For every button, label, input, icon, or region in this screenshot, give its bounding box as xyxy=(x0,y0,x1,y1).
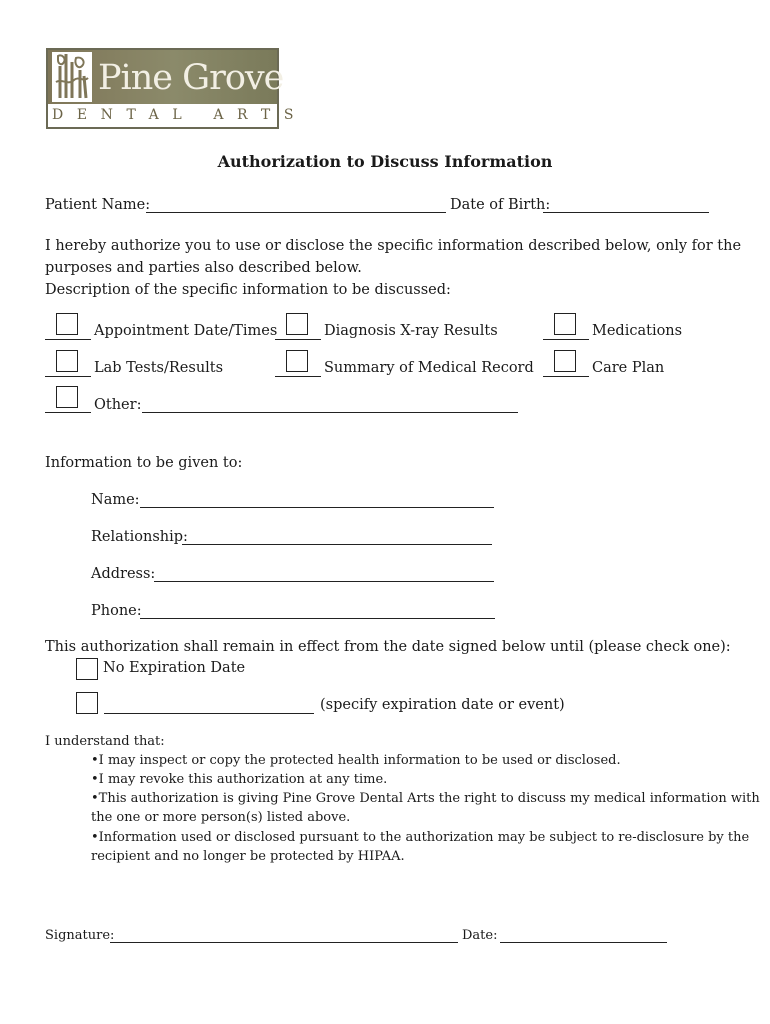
signature-date-field[interactable] xyxy=(500,942,667,943)
checkbox-appointment[interactable] xyxy=(56,313,78,335)
understand-bullet-4-cont: recipient and no longer be protected by HIPAA. xyxy=(91,849,405,864)
understand-bullet-3: • This authorization is giving Pine Grove Dental Arts the right to discuss my medical information with xyxy=(91,791,760,806)
expiration-intro: This authorization shall remain in effect from the date signed below until (please check one): xyxy=(45,639,731,655)
option-underline xyxy=(275,339,321,340)
patient-name-label: Patient Name: xyxy=(45,197,151,213)
option-label-other: Other: xyxy=(94,397,142,413)
signature-label: Signature: xyxy=(45,928,115,943)
relationship-field[interactable] xyxy=(182,544,492,545)
signature-date-label: Date: xyxy=(462,928,498,943)
recipient-name-field[interactable] xyxy=(140,507,494,508)
checkbox-summary[interactable] xyxy=(286,350,308,372)
checkbox-no-expiration[interactable] xyxy=(76,658,98,680)
other-field[interactable] xyxy=(142,412,518,413)
specify-expiration-label: (specify expiration date or event) xyxy=(320,697,565,713)
given-to-heading: Information to be given to: xyxy=(45,455,243,471)
checkbox-care-plan[interactable] xyxy=(554,350,576,372)
option-label-summary: Summary of Medical Record xyxy=(324,360,534,376)
checkbox-diagnosis[interactable] xyxy=(286,313,308,335)
option-label-appointment: Appointment Date/Times xyxy=(94,323,278,339)
date-of-birth-label: Date of Birth: xyxy=(450,197,551,213)
understand-heading: I understand that: xyxy=(45,734,165,749)
understand-bullet-3-cont: the one or more person(s) listed above. xyxy=(91,810,351,825)
address-label: Address: xyxy=(91,566,156,582)
understand-bullet-2: • I may revoke this authorization at any time. xyxy=(91,772,387,787)
intro-line-3: Description of the specific information to be discussed: xyxy=(45,282,451,298)
checkbox-medications[interactable] xyxy=(554,313,576,335)
tree-icon xyxy=(52,52,92,102)
option-label-medications: Medications xyxy=(592,323,683,339)
checkbox-other[interactable] xyxy=(56,386,78,408)
date-of-birth-field[interactable] xyxy=(543,212,709,213)
intro-line-1: I hereby authorize you to use or disclose the specific information described below, only for the xyxy=(45,238,742,254)
relationship-label: Relationship: xyxy=(91,529,188,545)
option-label-diagnosis: Diagnosis X-ray Results xyxy=(324,323,498,339)
page-title: Authorization to Discuss Information xyxy=(217,152,553,171)
checkbox-lab-tests[interactable] xyxy=(56,350,78,372)
no-expiration-label: No Expiration Date xyxy=(103,660,246,676)
recipient-name-label: Name: xyxy=(91,492,140,508)
phone-label: Phone: xyxy=(91,603,142,619)
expiration-date-field[interactable] xyxy=(104,713,314,714)
option-underline xyxy=(543,376,589,377)
pine-grove-logo xyxy=(46,48,308,129)
understand-bullet-4: • Information used or disclosed pursuant to the authorization may be subject to re-disclosure by the xyxy=(91,830,749,845)
checkbox-specify-expiration[interactable] xyxy=(76,692,98,714)
signature-field[interactable] xyxy=(110,942,458,943)
logo-name: Pine Grove xyxy=(98,58,284,98)
option-label-care-plan: Care Plan xyxy=(592,360,665,376)
option-underline xyxy=(543,339,589,340)
logo-subtitle: DENTAL ARTS xyxy=(52,107,308,123)
address-field[interactable] xyxy=(154,581,494,582)
patient-name-field[interactable] xyxy=(146,212,446,213)
option-underline xyxy=(45,412,91,413)
option-underline xyxy=(275,376,321,377)
understand-bullet-1: • I may inspect or copy the protected health information to be used or disclosed. xyxy=(91,753,621,768)
option-label-lab-tests: Lab Tests/Results xyxy=(94,360,224,376)
intro-line-2: purposes and parties also described below. xyxy=(45,260,362,276)
option-underline xyxy=(45,376,91,377)
phone-field[interactable] xyxy=(140,618,495,619)
logo-band xyxy=(48,50,284,104)
option-underline xyxy=(45,339,91,340)
